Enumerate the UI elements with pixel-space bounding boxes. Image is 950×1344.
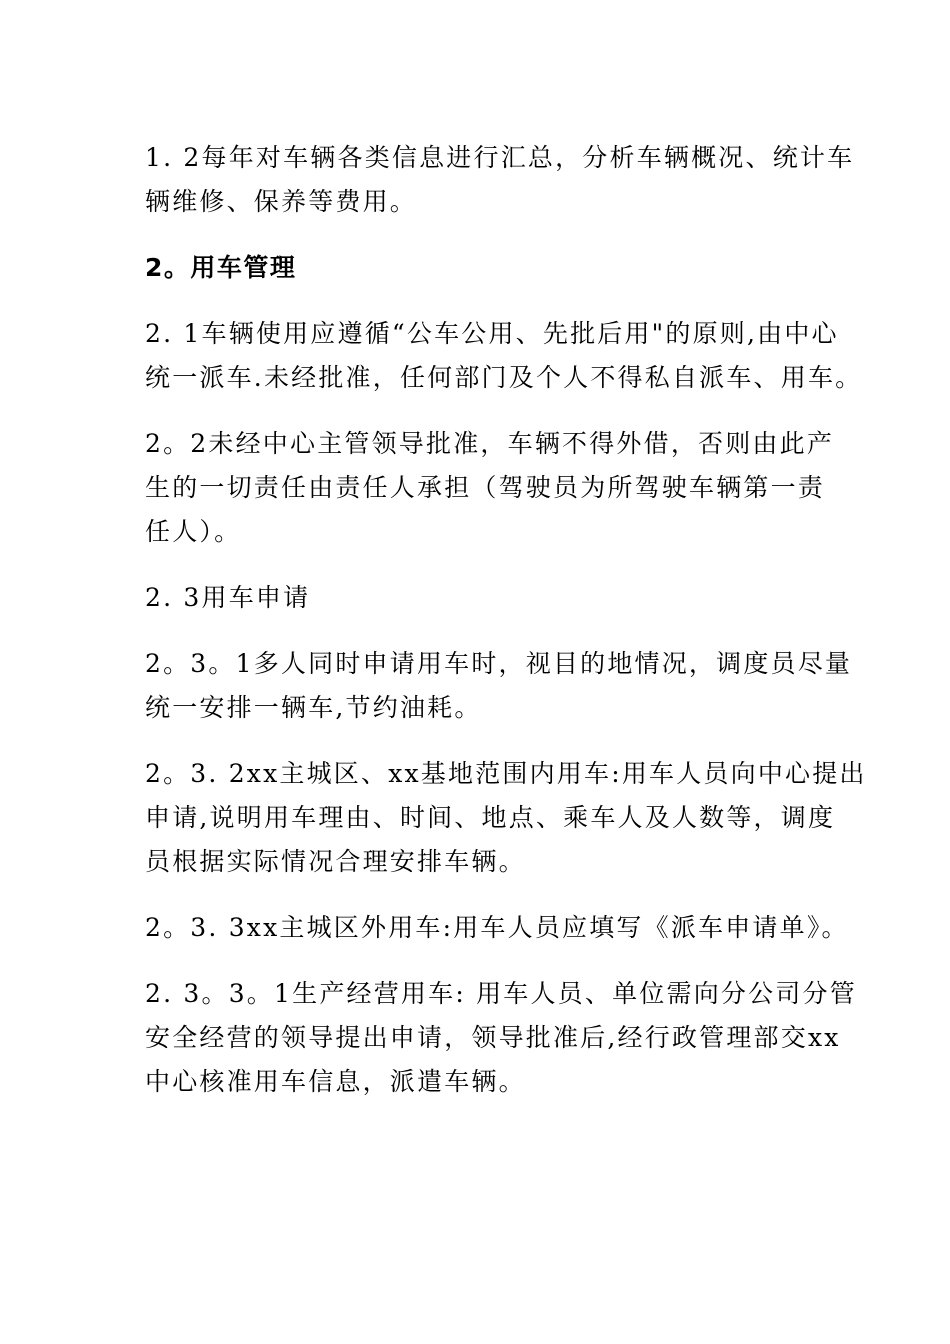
- text-line: 1. 2每年对车辆各类信息进行汇总，分析车辆概况、统计车: [145, 143, 855, 172]
- paragraph-2-3-3: [145, 906, 849, 950]
- paragraph-2-3-1: [145, 642, 853, 730]
- paragraph-2-3-3-1: [145, 972, 857, 1104]
- text-line: 2。2未经中心主管领导批准，车辆不得外借，否则由此产: [145, 429, 835, 458]
- text-line: 2。3. 3xx主城区外用车:用车人员应填写《派车申请单》。: [145, 913, 849, 942]
- text-line: 2. 1车辆使用应遵循“公车公用、先批后用"的原则,由中心: [145, 319, 839, 348]
- text-line: 2. 3。3。1生产经营用车: 用车人员、单位需向分公司分管: [145, 979, 857, 1008]
- paragraph-2-2: [145, 422, 835, 554]
- text-line: 统一安排一辆车,节约油耗。: [145, 693, 482, 722]
- paragraph-1-2: [145, 136, 855, 224]
- text-line: 中心核准用车信息，派遣车辆。: [145, 1067, 526, 1096]
- text-line: 生的一切责任由责任人承担（驾驶员为所驾驶车辆第一责: [145, 473, 826, 502]
- text-line: 申请,说明用车理由、时间、地点、乘车人及人数等，调度: [145, 803, 836, 832]
- text-line: 辆维修、保养等费用。: [145, 187, 418, 216]
- text-line: 2。3. 2xx主城区、xx基地范围内用车:用车人员向中心提出: [145, 759, 867, 788]
- section-heading-2: 2。用车管理: [145, 253, 297, 282]
- text-line: 统一派车.未经批准，任何部门及个人不得私自派车、用车。: [145, 363, 863, 392]
- paragraph-2-1: [145, 312, 863, 400]
- text-line: 2。3。1多人同时申请用车时，视目的地情况，调度员尽量: [145, 649, 853, 678]
- text-line: 2. 3用车申请: [145, 583, 311, 612]
- text-line: 安全经营的领导提出申请，领导批准后,经行政管理部交xx: [145, 1023, 841, 1052]
- paragraph-2-3-2: [145, 752, 867, 884]
- text-line: 员根据实际情况合理安排车辆。: [145, 847, 526, 876]
- document-body: [145, 136, 867, 1126]
- paragraph-2-3: [145, 576, 810, 620]
- text-line: 任人）。: [145, 517, 242, 546]
